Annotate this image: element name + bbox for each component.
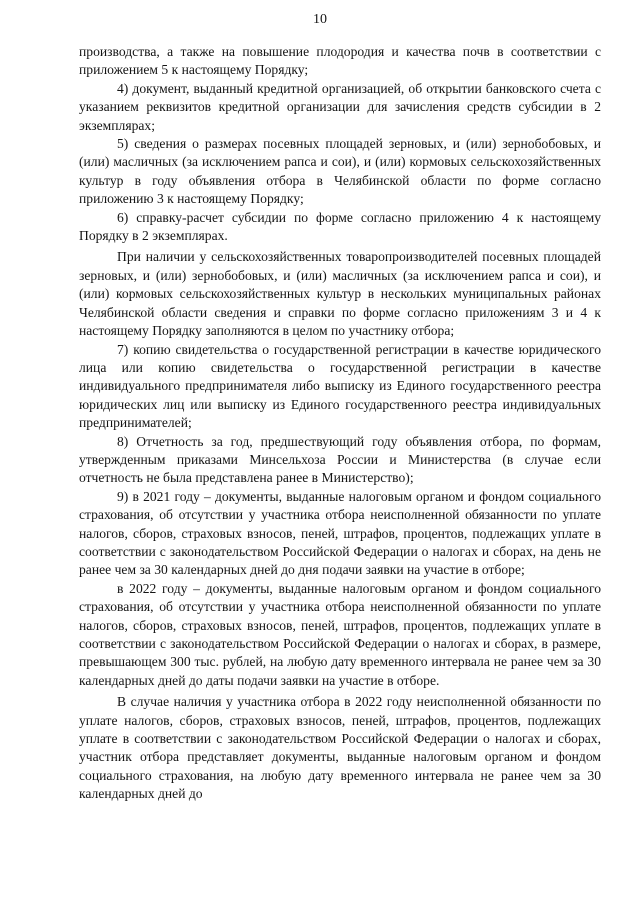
paragraph-item-4: 4) документ, выданный кредитной организацией, об открытии банковского счета с указанием реквизитов кредитной организации для зачисления средств субсидии в 2 экземплярах; [79,80,601,133]
paragraph-item-7: 7) копию свидетельства о государственной регистрации в качестве юридического лица или копию свидетельства о государственной регистрации в качестве индивидуального предпринимателя либо выписку из Единого государственного реестра юридических лиц или выписку из Единого государственного реестра индивидуальных предпринимателей; [79,341,601,431]
paragraph-item-5: 5) сведения о размерах посевных площадей зерновых, и (или) зернобобовых, и (или) масличных (за исключением рапса и сои), и (или) кормовых сельскохозяйственных культур в году объявления отбора в Челябинской области по форме согласно приложению 3 к настоящему Порядку; [79,136,601,207]
document-body [79,43,601,804]
paragraph-item-9-2022: в 2022 году – документы, выданные налоговым органом и фондом социального страхования, об отсутствии у участника отбора неисполненной обязанности по уплате налогов, сборов, страховых взносов, пеней, штрафов, процентов, подлежащих уплате в соответствии с законодательством Российской Федерации о налогах и сборах, в размере, превышающем 300 тыс. рублей, на любую дату временного интервала не ранее чем за 30 календарных дней до даты подачи заявки на участие в отборе. [79,580,601,688]
paragraph-note: При наличии у сельскохозяйственных товаропроизводителей посевных площадей зерновых, и (или) зернобобовых, и (или) масличных (за исключением рапса и сои), и (или) кормовых сельскохозяйственных культур в нескольких муниципальных районах Челябинской области сведения и справки по форме согласно приложениям 3 и 4 к настоящему Порядку заполняются в целом по участнику отбора; [79,249,601,339]
paragraph-item-9: 9) в 2021 году – документы, выданные налоговым органом и фондом социального страхования, об отсутствии у участника отбора неисполненной обязанности по уплате налогов, сборов, страховых взносов, пеней, штрафов, процентов, подлежащих уплате в соответствии с законодательством Российской Федерации о налогах и сборах, на день не ранее чем за 30 календарных дней до дня подачи заявки на участие в отборе; [79,488,601,578]
paragraph-item-8: 8) Отчетность за год, предшествующий году объявления отбора, по формам, утвержденным приказами Минсельхоза России и Министерства (в случае если отчетность не была представлена ранее в Министерство); [79,433,601,486]
page-number: 10 [313,12,327,27]
paragraph-item-6: 6) справку-расчет субсидии по форме согласно приложению 4 к настоящему Порядку в 2 экземплярах. [79,209,601,244]
paragraph-continuation: производства, а также на повышение плодородия и качества почв в соответствии с приложением 5 к настоящему Порядку; [79,44,601,78]
paragraph-debt-case: В случае наличия у участника отбора в 2022 году неисполненной обязанности по уплате налогов, сборов, страховых взносов, пеней, штрафов, процентов, подлежащих уплате в соответствии с законодательством Российской Федерации о налогах и сборах, участник отбора представляет документы, выданные налоговым органом и фондом социального страхования, на любую дату временного интервала не ранее чем за 30 календарных дней до [79,694,601,802]
